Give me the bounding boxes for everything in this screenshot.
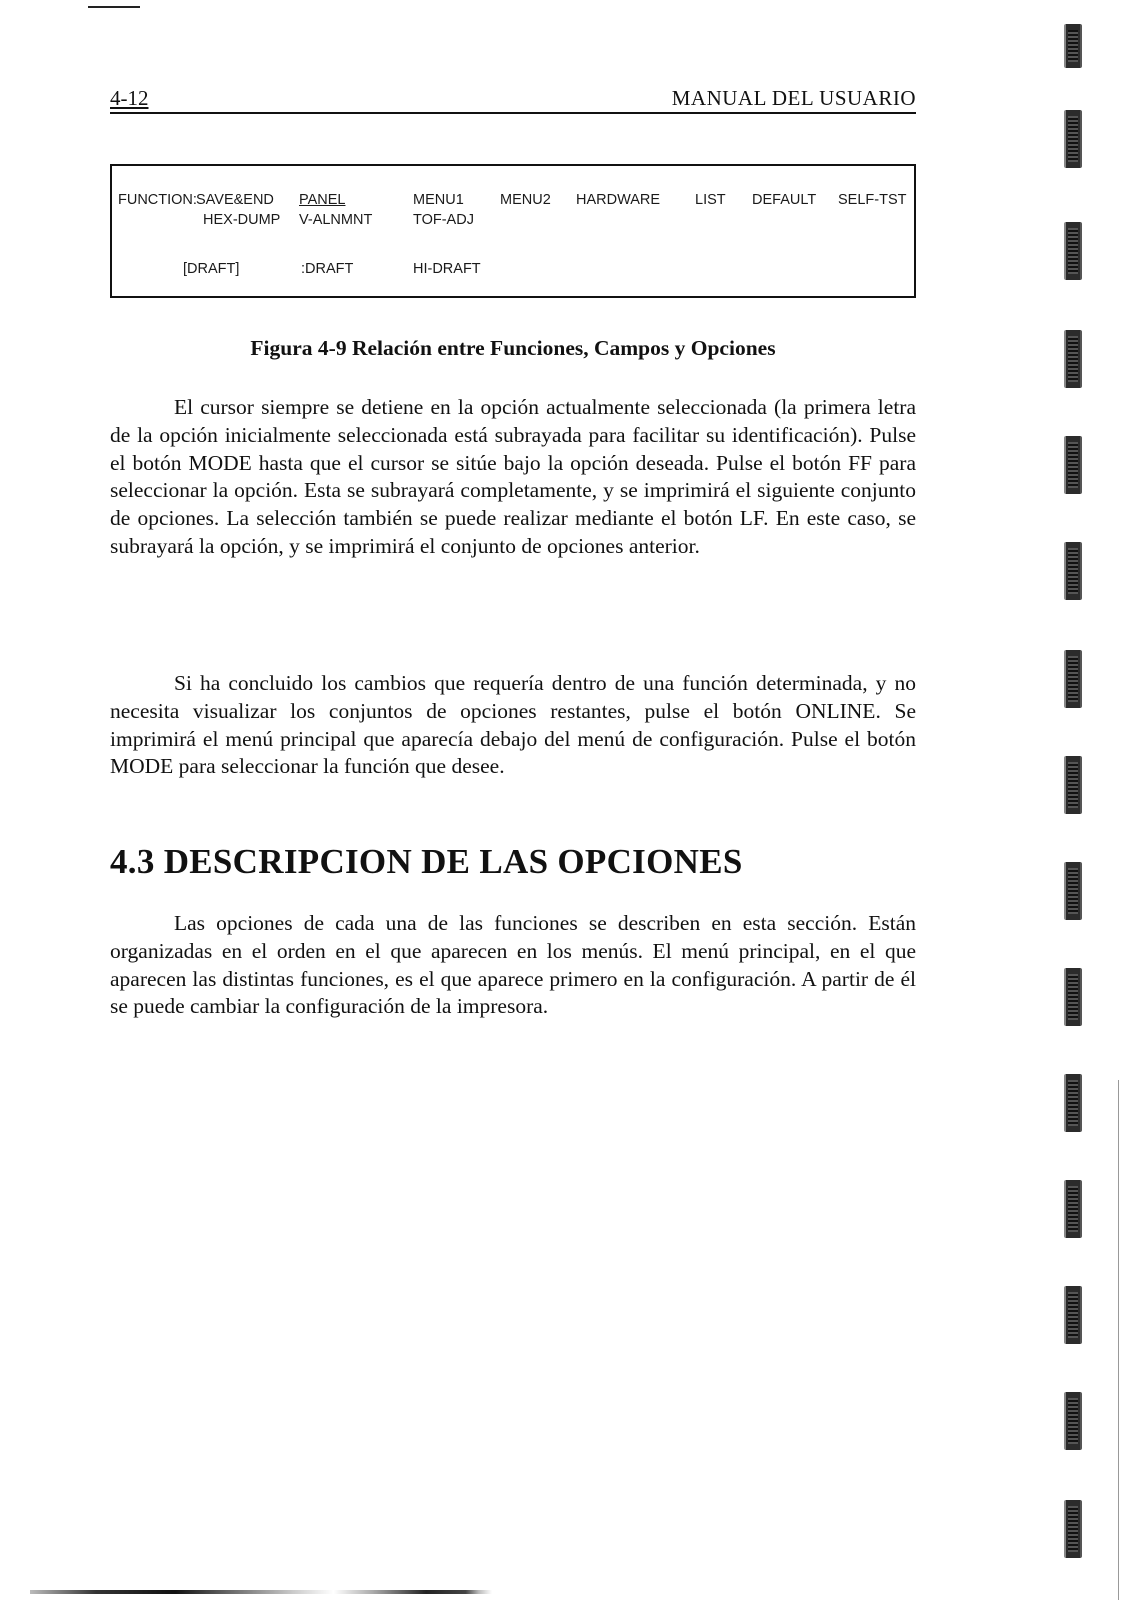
binding-hole xyxy=(1064,330,1082,388)
binding-hole xyxy=(1064,756,1082,814)
tof-adj-option: TOF-ADJ xyxy=(413,212,474,228)
binding-hole xyxy=(1064,24,1082,68)
page-edge xyxy=(1118,1080,1119,1600)
draft-option: :DRAFT xyxy=(301,261,354,277)
draft-selected-option: [DRAFT] xyxy=(183,261,240,277)
binding-hole xyxy=(1064,650,1082,708)
paragraph-cursor xyxy=(110,394,916,561)
default-option: DEFAULT xyxy=(752,192,817,208)
page-number: 4-12 xyxy=(110,86,149,110)
hardware-option: HARDWARE xyxy=(576,192,661,208)
scan-mark xyxy=(88,6,140,8)
paragraph-online-text: Si ha concluido los cambios que requería dentro de una función determinada, y no necesita visualizar los conjuntos de opciones restantes, pulse el botón ONLINE. Se imprimirá el menú principal que aparecía debajo del menú de configuración. Pulse el botón MODE para seleccionar la función que desee. xyxy=(110,671,916,779)
panel-option: PANEL xyxy=(299,192,346,208)
list-option: LIST xyxy=(695,192,726,208)
page-header xyxy=(110,84,916,114)
hex-dump-option: HEX-DUMP xyxy=(203,212,281,228)
figure-caption: Figura 4-9 Relación entre Funciones, Campos y Opciones xyxy=(250,336,776,360)
paragraph-cursor-text: El cursor siempre se detiene en la opción actualmente seleccionada (la primera letra de la opción inicialmente seleccionada está subrayada para facilitar su identificación). Pulse el botón MODE hasta que el cursor se sitúe bajo la opción deseada. Pulse el botón FF para seleccionar la opción. Esta se subrayará completamente, y se imprimirá el siguiente conjunto de opciones. La selección también se puede realizar mediante el botón LF. En este caso, se subrayará la opción, y se imprimirá el conjunto de opciones anterior. xyxy=(110,395,916,558)
binding-holes xyxy=(1058,0,1098,1600)
paragraph-options-text: Las opciones de cada una de las funciones se describen en esta sección. Están organizadas en el orden en el que aparecen en los menús. El menú principal, en el que aparecen las distintas funciones, es el que aparece primero en la configuración. A partir de él se puede cambiar la configuración de la impresora. xyxy=(110,911,916,1019)
binding-hole xyxy=(1064,1286,1082,1344)
binding-hole xyxy=(1064,436,1082,494)
binding-hole xyxy=(1064,1500,1082,1558)
binding-hole xyxy=(1064,1180,1082,1238)
binding-hole xyxy=(1064,862,1082,920)
hi-draft-option: HI-DRAFT xyxy=(413,261,481,277)
binding-hole xyxy=(1064,1392,1082,1450)
running-title: MANUAL DEL USUARIO xyxy=(671,86,916,110)
function-label: FUNCTION: xyxy=(118,192,197,208)
binding-hole xyxy=(1064,1074,1082,1132)
menu2-option: MENU2 xyxy=(500,192,551,208)
v-alnmnt-option: V-ALNMNT xyxy=(299,212,373,228)
binding-hole xyxy=(1064,542,1082,600)
self-test-option: SELF-TST xyxy=(838,192,907,208)
binding-hole xyxy=(1064,222,1082,280)
binding-hole xyxy=(1064,110,1082,168)
paragraph-options xyxy=(110,910,916,1021)
section-heading: 4.3 DESCRIPCION DE LAS OPCIONES xyxy=(110,842,743,881)
menu1-option: MENU1 xyxy=(413,192,464,208)
configuration-menu-figure xyxy=(110,164,916,298)
paragraph-online xyxy=(110,670,916,781)
binding-hole xyxy=(1064,968,1082,1026)
scan-streak xyxy=(30,1590,690,1594)
save-end-option: SAVE&END xyxy=(196,192,274,208)
